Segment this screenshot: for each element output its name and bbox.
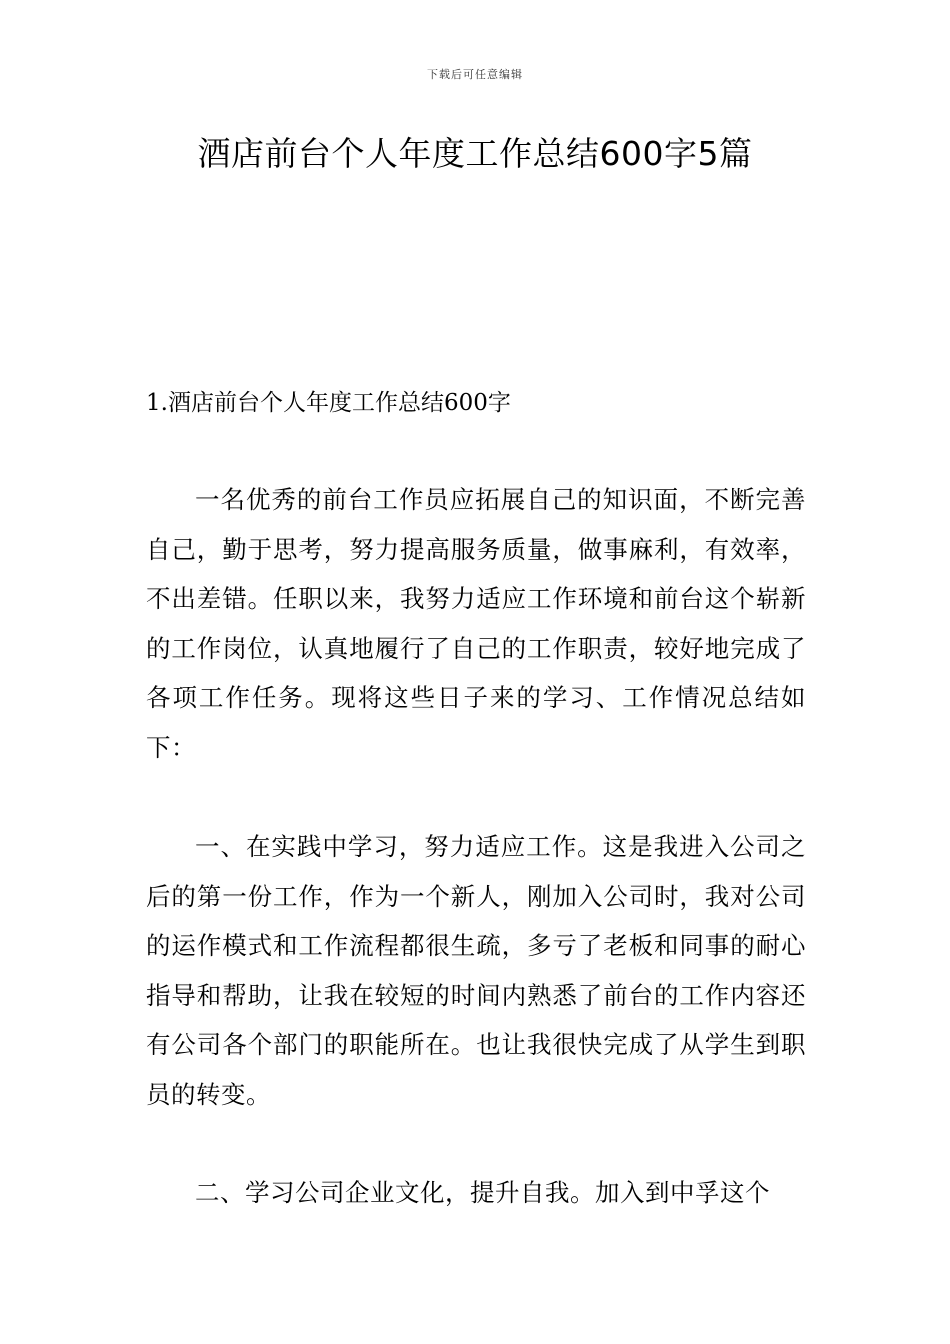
paragraph-point-two: 二、学习公司企业文化，提升自我。加入到中孚这个 [195, 1178, 770, 1207]
section-heading: 1.酒店前台个人年度工作总结600字 [146, 390, 511, 416]
document-title: 酒店前台个人年度工作总结600字5篇 [197, 134, 753, 173]
paragraph-intro: 一名优秀的前台工作员应拓展自己的知识面，不断完善自己，勤于思考，努力提高服务质量，做事麻利，有效率，不出差错。任职以来，我努力适应工作环境和前台这个崭新的工作岗位，认真地履行了自己的工作职责，较好地完成了各项工作任务。现将这些日子来的学习、工作情况总结如下： [146, 485, 806, 762]
paragraph-point-one: 一、在实践中学习，努力适应工作。这是我进入公司之后的第一份工作，作为一个新人，刚加入公司时，我对公司的运作模式和工作流程都很生疏，多亏了老板和同事的耐心指导和帮助，让我在较短的时间内熟悉了前台的工作内容还有公司各个部门的职能所在。也让我很快完成了从学生到职员的转变。 [146, 832, 806, 1109]
header-note: 下载后可任意编辑 [427, 68, 523, 81]
